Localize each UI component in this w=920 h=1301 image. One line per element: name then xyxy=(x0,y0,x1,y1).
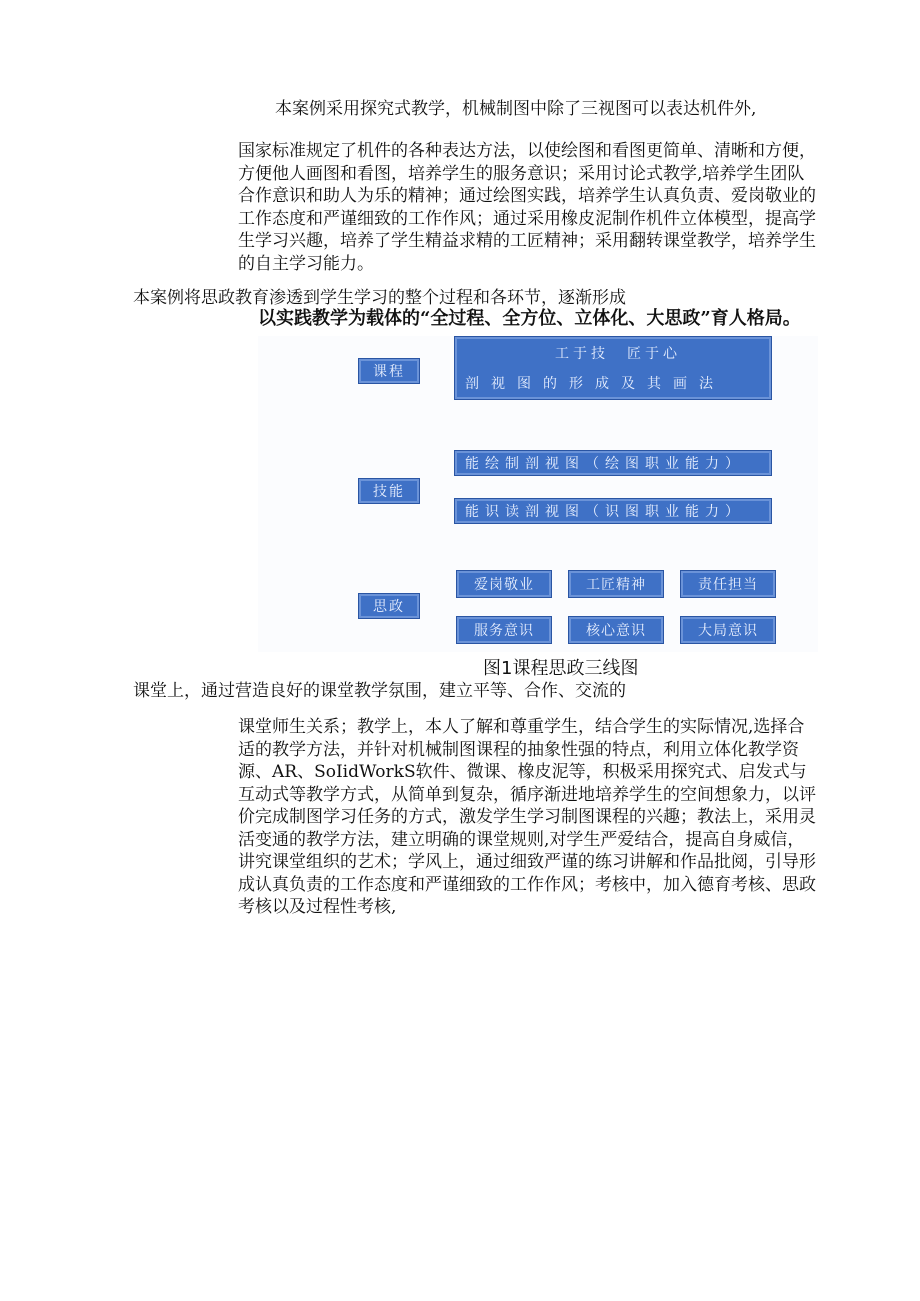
ideology-item-box: 工匠精神 xyxy=(568,570,664,598)
course-ideology-diagram xyxy=(258,336,818,652)
paragraph-methods: 国家标准规定了机件的各种表达方法，以使绘图和看图更简单、清晰和方便，方便他人画图和看图，培养学生的服务意识；采用讨论式教学,培养学生团队合作意识和助人为乐的精神；通过绘图实践，培养学生认真负责、爱岗敬业的工作态度和严谨细致的工作作风；通过采用橡皮泥制作机件立体模型，提高学生学习兴趣，培养了学生精益求精的工匠精神；采用翻转课堂教学，培养学生的自主学习能力。 xyxy=(238,141,816,274)
ideology-label-box: 思政 xyxy=(358,593,420,619)
ideology-item-box: 责任担当 xyxy=(680,570,776,598)
ideology-item-box: 核心意识 xyxy=(568,616,664,644)
course-topic: 剖视图的形成及其画法 xyxy=(465,376,725,392)
paragraph-intro-line: 本案例采用探究式教学，机械制图中除了三视图可以表达机件外, xyxy=(275,99,757,119)
ideology-item-box: 服务意识 xyxy=(456,616,552,644)
paragraph-teaching-practice: 课堂师生关系；教学上，本人了解和尊重学生，结合学生的实际情况,选择合适的教学方法，并针对机械制图课程的抽象性强的特点，利用立体化教学资源、AR、SoIidWorkS软件、微课、橡皮泥等，积极采用探究式、启发式与互动式等教学方式，从简单到复杂，循序渐进地培养学生的空间想象力，以评价完成制图学习任务的方式，激发学生学习制图课程的兴趣；教法上，采用灵活变通的教学方法，建立明确的课堂规则,对学生严爱结合，提高自身威信，讲究课堂组织的艺术；学风上，通过细致严谨的练习讲解和作品批阅，引导形成认真负责的工作态度和严谨细致的工作作风；考核中，加入德育考核、思政考核以及过程性考核, xyxy=(238,717,816,917)
course-label-box: 课程 xyxy=(358,358,420,384)
ideology-item-box: 大局意识 xyxy=(680,616,776,644)
skill-item-box: 能识读剖视图（识图职业能力） xyxy=(454,498,772,524)
paragraph-classroom-line: 课堂上，通过营造良好的课堂教学氛围，建立平等、合作、交流的 xyxy=(133,681,626,701)
paragraph-pattern-heading: 以实践教学为载体的“全过程、全方位、立体化、大思政”育人格局。 xyxy=(258,308,801,329)
course-content-box xyxy=(454,336,772,400)
skill-label-box: 技能 xyxy=(358,478,420,504)
ideology-item-box: 爱岗敬业 xyxy=(456,570,552,598)
course-motto: 工于技 匠于心 xyxy=(555,346,681,362)
skill-item-box: 能绘制剖视图（绘图职业能力） xyxy=(454,450,772,476)
paragraph-ideology-line: 本案例将思政教育渗透到学生学习的整个过程和各环节，逐渐形成 xyxy=(133,288,626,308)
figure-caption: 图1课程思政三线图 xyxy=(483,658,639,679)
